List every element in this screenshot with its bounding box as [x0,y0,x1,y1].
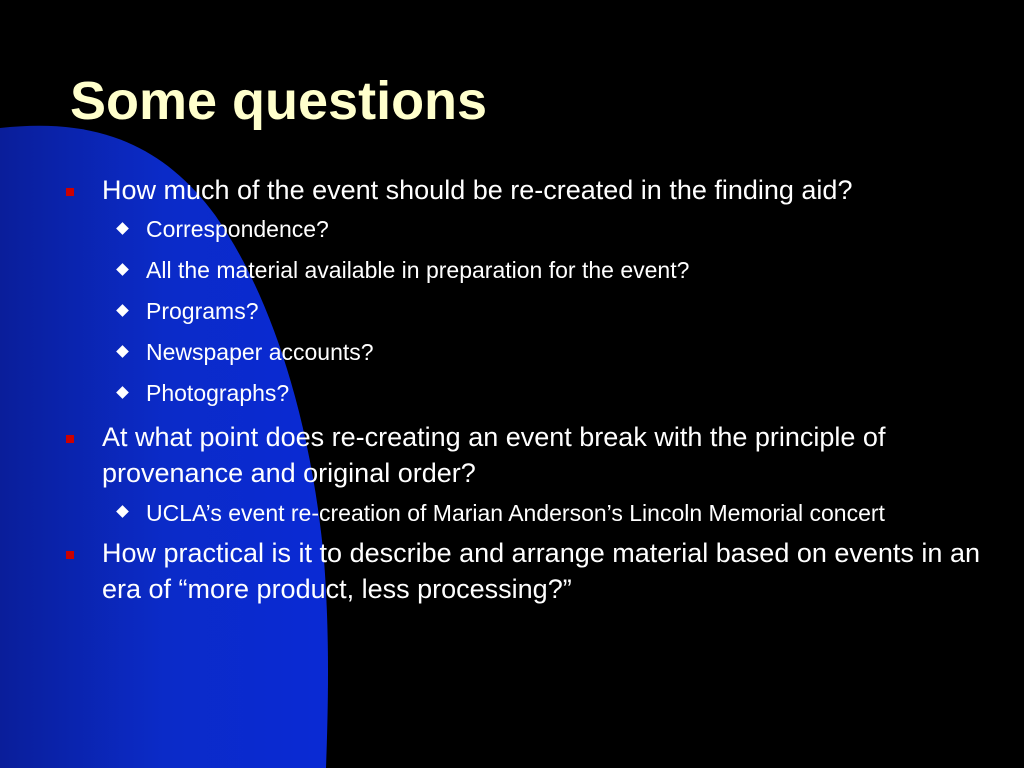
sub-bullet-item [60,378,990,408]
sub-bullet-list [60,497,990,529]
sub-bullet-text: Photographs? [146,380,290,406]
sub-bullet-item [60,255,990,285]
bullet-text: At what point does re-creating an event break with the principle of provenance and original order? [102,422,886,488]
sub-bullet-text: UCLA’s event re-creation of Marian Anderson’s Lincoln Memorial concert [146,500,885,526]
bullet-item [60,172,990,208]
white-diamond-bullet-icon [116,345,129,358]
white-diamond-bullet-icon [116,263,129,276]
sub-bullet-item [60,337,990,367]
white-diamond-bullet-icon [116,505,129,518]
sub-bullet-list [60,214,990,408]
sub-bullet-text: Newspaper accounts? [146,339,374,365]
bullet-text: How practical is it to describe and arrange material based on events in an era of “more product, less processing?” [102,538,980,604]
sub-bullet-item [60,296,990,326]
bullet-list [60,172,990,613]
slide-title: Some questions [70,71,488,131]
bullet-item [60,535,990,607]
sub-bullet-item [60,214,990,244]
red-square-bullet-icon [66,551,74,559]
sub-bullet-text: Correspondence? [146,216,329,242]
sub-bullet-text: Programs? [146,298,259,324]
red-square-bullet-icon [66,188,74,196]
bullet-text: How much of the event should be re-created in the finding aid? [102,175,853,205]
sub-bullet-text: All the material available in preparation for the event? [146,257,690,283]
white-diamond-bullet-icon [116,222,129,235]
bullet-item [60,419,990,491]
red-square-bullet-icon [66,435,74,443]
white-diamond-bullet-icon [116,304,129,317]
sub-bullet-item [60,497,990,529]
white-diamond-bullet-icon [116,386,129,399]
